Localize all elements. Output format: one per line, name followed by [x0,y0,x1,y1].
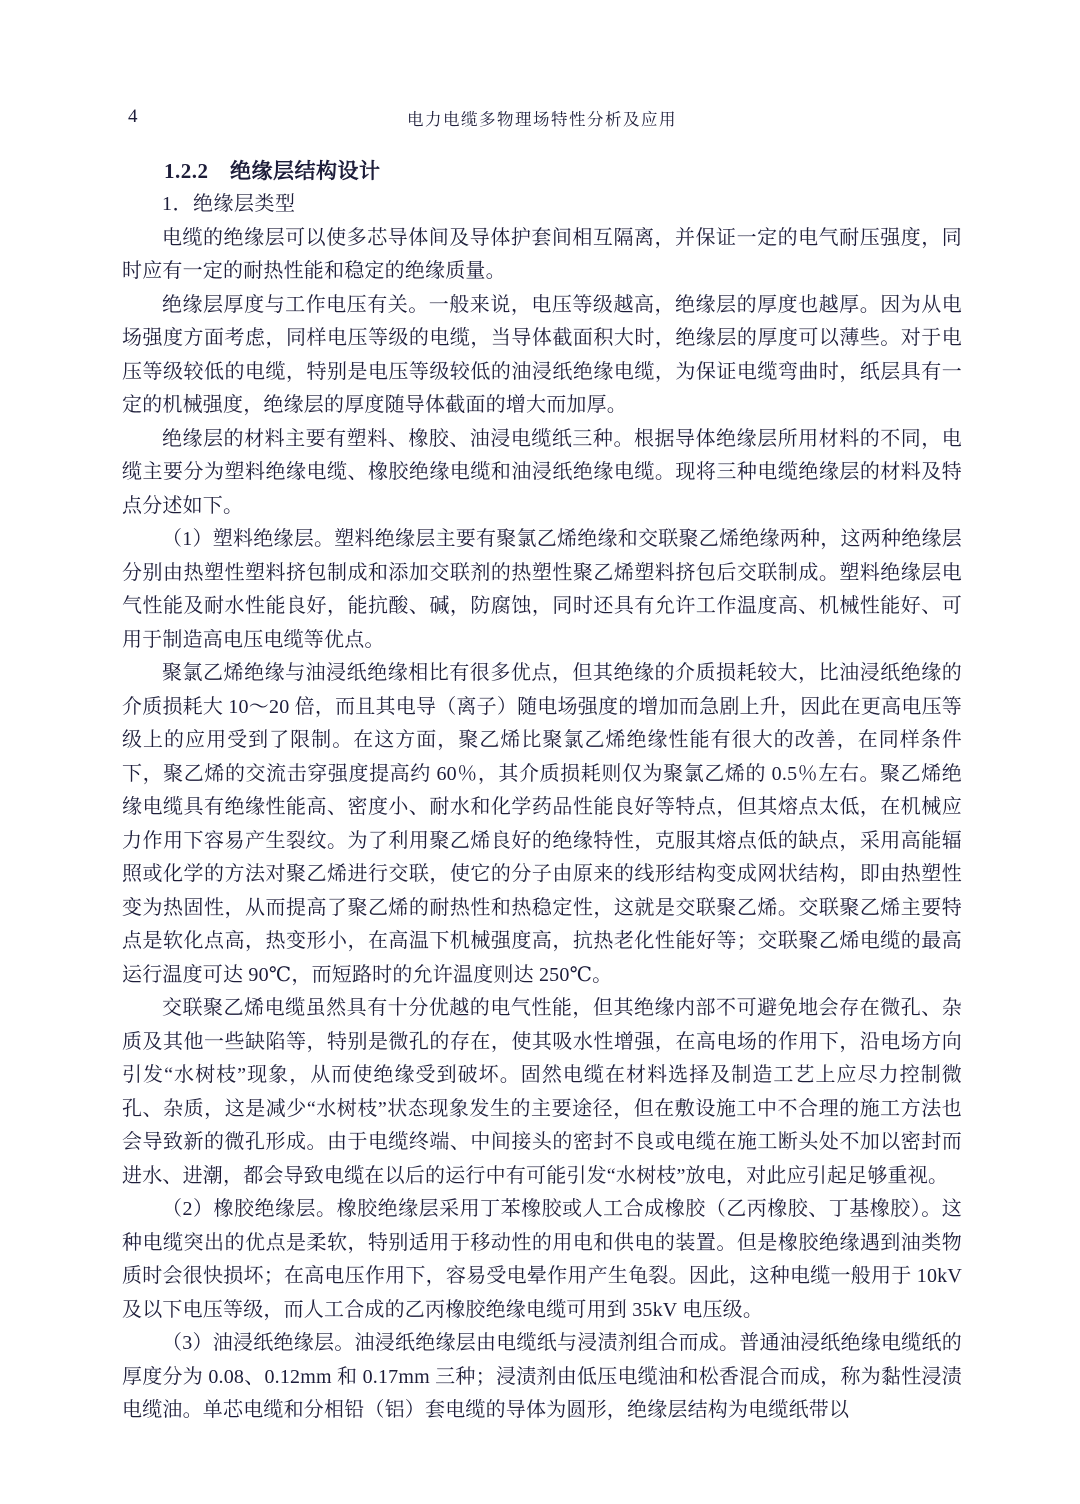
subsection-heading: 1．绝缘层类型 [162,193,296,215]
paragraph-xlpe-water-tree: 交联聚乙烯电缆虽然具有十分优越的电气性能，但其绝缘内部不可避免地会存在微孔、杂质及其他一些缺陷等，特别是微孔的存在，使其吸水性增强，在高电场的作用下，沿电场方向引发“水树枝”现象，从而使绝缘受到破坏。固然电缆在材料选择及制造工艺上应尽力控制微孔、杂质，这是减少“水树枝”状态现象发生的主要途径，但在敷设施工中不合理的施工方法也会导致新的微孔形成。由于电缆终端、中间接头的密封不良或电缆在施工断头处不加以密封而进水、进潮，都会导致电缆在以后的运行中有可能引发“水树枝”放电，对此应引起足够重视。 [122,997,962,1187]
page-body [122,154,962,1428]
paragraph-insulation-overview: 电缆的绝缘层可以使多芯导体间及导体护套间相互隔离，并保证一定的电气耐压强度，同时应有一定的耐热性能和稳定的绝缘质量。 [122,226,962,282]
paragraph-plastic-insulation: （1）塑料绝缘层。塑料绝缘层主要有聚氯乙烯绝缘和交联聚乙烯绝缘两种，这两种绝缘层分别由热塑性塑料挤包制成和添加交联剂的热塑性聚乙烯塑料挤包后交联制成。塑料绝缘层电气性能及耐水性能良好，能抗酸、碱，防腐蚀，同时还具有允许工作温度高、机械性能好、可用于制造高电压电缆等优点。 [122,528,962,651]
paragraph-materials-intro: 绝缘层的材料主要有塑料、橡胶、油浸电缆纸三种。根据导体绝缘层所用材料的不同，电缆主要分为塑料绝缘电缆、橡胶绝缘电缆和油浸纸绝缘电缆。现将三种电缆绝缘层的材料及特点分述如下。 [122,427,962,517]
paragraph-thickness-voltage: 绝缘层厚度与工作电压有关。一般来说，电压等级越高，绝缘层的厚度也越厚。因为从电场强度方面考虑，同样电压等级的电缆，当导体截面积大时，绝缘层的厚度可以薄些。对于电压等级较低的电缆，特别是电压等级较低的油浸纸绝缘电缆，为保证电缆弯曲时，纸层具有一定的机械强度，绝缘层的厚度随导体截面的增大而加厚。 [122,293,962,416]
page-header [122,106,962,132]
paragraph-rubber-insulation: （2）橡胶绝缘层。橡胶绝缘层采用丁苯橡胶或人工合成橡胶（乙丙橡胶、丁基橡胶）。这种电缆突出的优点是柔软，特别适用于移动性的用电和供电的装置。但是橡胶绝缘遇到油类物质时会很快损坏；在高电压作用下，容易受电晕作用产生龟裂。因此，这种电缆一般用于 10kV 及以下电压等级，而人工合成的乙丙橡胶绝缘电缆可用到 35kV 电压级。 [122,1198,962,1321]
running-title: 电力电缆多物理场特性分析及应用 [407,110,677,129]
paragraph-pvc-vs-pe: 聚氯乙烯绝缘与油浸纸绝缘相比有很多优点，但其绝缘的介质损耗较大，比油浸纸绝缘的介质损耗大 10～20 倍，而且其电导（离子）随电场强度的增加而急剧上升，因此在更高电压等级上的应用受到了限制。在这方面，聚乙烯比聚氯乙烯绝缘性能有很大的改善，在同样条件下，聚乙烯的交流击穿强度提高约 60％，其介质损耗则仅为聚氯乙烯的 0.5％左右。聚乙烯绝缘电缆具有绝缘性能高、密度小、耐水和化学药品性能良好等特点，但其熔点太低，在机械应力作用下容易产生裂纹。为了利用聚乙烯良好的绝缘特性，克服其熔点低的缺点，采用高能辐照或化学的方法对聚乙烯进行交联，使它的分子由原来的线形结构变成网状结构，即由热塑性变为热固性，从而提高了聚乙烯的耐热性和热稳定性，这就是交联聚乙烯。交联聚乙烯主要特点是软化点高，热变形小，在高温下机械强度高，抗热老化性能好等；交联聚乙烯电缆的最高运行温度可达 90℃，而短路时的允许温度则达 250℃。 [122,662,962,986]
page-number: 4 [128,106,138,127]
paragraph-oil-paper-insulation: （3）油浸纸绝缘层。油浸纸绝缘层由电缆纸与浸渍剂组合而成。普通油浸纸绝缘电缆纸的厚度分为 0.08、0.12mm 和 0.17mm 三种；浸渍剂由低压电缆油和松香混合而成，称为黏性浸渍电缆油。单芯电缆和分相铅（铝）套电缆的导体为圆形，绝缘层结构为电缆纸带以 [122,1332,962,1421]
section-heading: 1.2.2 绝缘层结构设计 [164,159,381,183]
